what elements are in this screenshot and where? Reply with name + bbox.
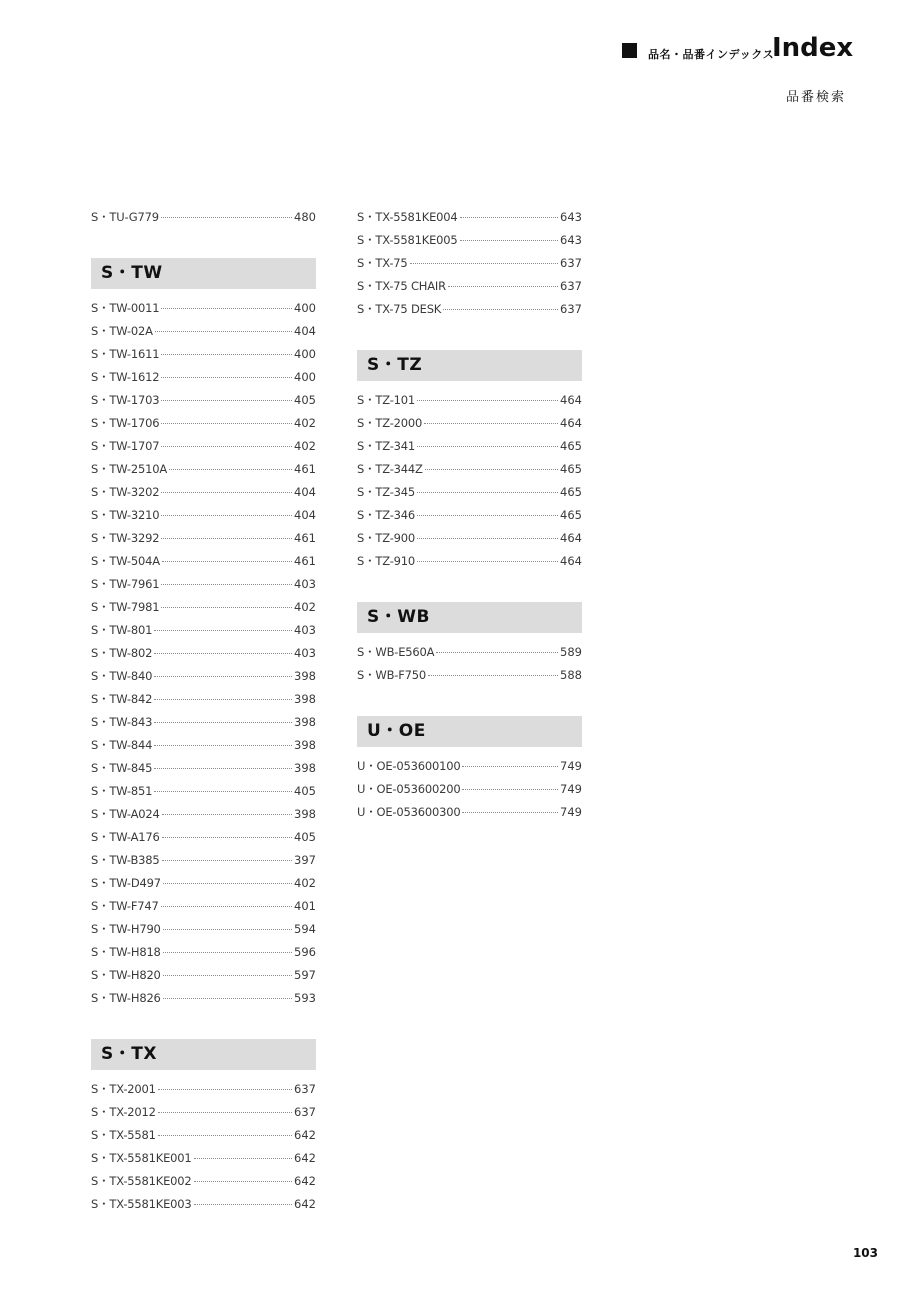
entry-page: 398 [294,692,316,706]
entry-page: 397 [294,853,316,867]
entry-page: 403 [294,623,316,637]
header-subtitle: 品名・品番インデックス [648,48,775,61]
dot-leader [428,675,558,676]
dot-leader [161,538,292,539]
index-entry[interactable] [357,435,582,458]
dot-leader [161,492,292,493]
index-entry[interactable] [357,641,582,664]
dot-leader [417,492,558,493]
entry-code: S・TX-5581KE005 [357,233,458,247]
entry-code: U・OE-053600200 [357,782,461,796]
dot-leader [163,975,292,976]
entry-page: 464 [560,416,582,430]
entry-page: 465 [560,485,582,499]
index-entry[interactable] [91,320,316,343]
dot-leader [162,814,292,815]
entry-code: S・TZ-2000 [357,416,423,430]
entry-page: 637 [560,256,582,270]
entry-page: 643 [560,233,582,247]
dot-leader [161,515,292,516]
entry-code: S・TW-7981 [91,600,160,614]
index-entry[interactable] [91,619,316,642]
index-entry[interactable] [91,803,316,826]
dot-leader [417,538,558,539]
entry-page: 643 [560,210,582,224]
entry-code: S・TZ-900 [357,531,415,545]
dot-leader [194,1181,293,1182]
entry-code: S・TX-75 [357,256,408,270]
dot-leader [161,308,292,309]
entry-code: S・TW-D497 [91,876,161,890]
dot-leader [161,354,292,355]
page-number: 103 [852,1246,878,1260]
dot-leader [155,331,292,332]
entry-page: 642 [294,1174,316,1188]
entry-page: 749 [560,759,582,773]
entry-page: 464 [560,393,582,407]
dot-leader [162,561,292,562]
entry-page: 637 [294,1105,316,1119]
dot-leader [448,286,558,287]
dot-leader [163,952,292,953]
entry-code: U・OE-053600100 [357,759,461,773]
index-entry[interactable] [357,252,582,275]
index-entry[interactable] [357,229,582,252]
entry-code: S・TZ-346 [357,508,415,522]
index-entry[interactable] [357,412,582,435]
index-entry[interactable] [91,1193,316,1216]
entry-code: S・TX-75 CHAIR [357,279,446,293]
index-entry[interactable] [91,1170,316,1193]
index-entry[interactable] [91,895,316,918]
entry-code: U・OE-053600300 [357,805,461,819]
dot-leader [417,515,558,516]
dot-leader [162,860,293,861]
dot-leader [161,217,292,218]
index-entry[interactable] [91,343,316,366]
entry-code: S・TW-3210 [91,508,160,522]
index-entry[interactable] [91,297,316,320]
entry-page: 398 [294,715,316,729]
entry-page: 594 [294,922,316,936]
index-column-2 [357,206,582,824]
dot-leader [158,1112,292,1113]
index-entry[interactable] [357,206,582,229]
index-entry[interactable] [91,412,316,435]
dot-leader [161,584,292,585]
index-entry[interactable] [91,1124,316,1147]
index-entry[interactable] [357,504,582,527]
entry-code: S・TW-843 [91,715,153,729]
entry-page: 637 [560,279,582,293]
index-entry[interactable] [91,481,316,504]
entry-page: 398 [294,807,316,821]
search-label: 品番検索 [785,90,846,105]
entry-page: 401 [294,899,316,913]
dot-leader [161,377,292,378]
entry-code: S・TW-3292 [91,531,160,545]
entry-code: S・TW-1706 [91,416,160,430]
entry-page: 404 [294,485,316,499]
entry-page: 404 [294,324,316,338]
dot-leader [163,883,292,884]
entry-code: S・TW-H790 [91,922,161,936]
index-entry[interactable] [91,573,316,596]
dot-leader [462,789,558,790]
entry-code: S・TW-H826 [91,991,161,1005]
dot-leader [417,561,558,562]
dot-leader [436,652,558,653]
index-entry[interactable] [357,664,582,687]
index-entry[interactable] [91,504,316,527]
index-entry[interactable] [91,458,316,481]
dot-leader [161,446,292,447]
index-entry[interactable] [357,527,582,550]
dot-leader [417,400,558,401]
entry-page: 405 [294,393,316,407]
entry-page: 461 [294,531,316,545]
dot-leader [194,1158,293,1159]
dot-leader [161,607,292,608]
entry-page: 400 [294,370,316,384]
dot-leader [162,837,292,838]
entry-page: 480 [294,210,316,224]
index-entry[interactable] [91,389,316,412]
entry-code: S・TW-845 [91,761,153,775]
dot-leader [462,812,558,813]
index-entry[interactable] [91,688,316,711]
entry-page: 749 [560,805,582,819]
entry-code: S・TX-75 DESK [357,302,442,316]
index-entry[interactable] [91,642,316,665]
entry-page: 398 [294,738,316,752]
entry-page: 464 [560,531,582,545]
entry-code: S・TW-1612 [91,370,160,384]
entry-page: 465 [560,462,582,476]
section-header: S・TZ [357,350,582,381]
dot-leader [154,745,292,746]
index-entry[interactable] [91,527,316,550]
entry-code: S・TW-A176 [91,830,160,844]
entry-code: S・TW-B385 [91,853,160,867]
index-entry[interactable] [357,298,582,321]
entry-page: 402 [294,416,316,430]
index-entry[interactable] [357,801,582,824]
entry-code: S・TX-2012 [91,1105,156,1119]
entry-page: 404 [294,508,316,522]
entry-code: S・TW-3202 [91,485,160,499]
section-header: S・WB [357,602,582,633]
entry-page: 465 [560,439,582,453]
entry-page: 405 [294,830,316,844]
entry-page: 402 [294,600,316,614]
index-entry[interactable] [357,778,582,801]
dot-leader [161,423,292,424]
index-entry[interactable] [91,987,316,1010]
entry-code: S・TW-842 [91,692,153,706]
dot-leader [154,630,292,631]
dot-leader [194,1204,293,1205]
entry-code: S・TZ-341 [357,439,415,453]
dot-leader [154,791,292,792]
dot-leader [161,906,292,907]
entry-code: S・TW-A024 [91,807,160,821]
index-entry[interactable] [91,435,316,458]
dot-leader [154,653,292,654]
dot-leader [443,309,558,310]
index-entry[interactable] [91,849,316,872]
index-entry[interactable] [91,872,316,895]
entry-page: 400 [294,301,316,315]
index-entry[interactable] [91,665,316,688]
entry-page: 403 [294,577,316,591]
index-entry[interactable] [91,941,316,964]
entry-code: S・TZ-101 [357,393,415,407]
entry-code: S・TW-801 [91,623,153,637]
index-entry[interactable] [357,458,582,481]
entry-code: S・TX-5581KE003 [91,1197,192,1211]
entry-page: 464 [560,554,582,568]
entry-code: S・TZ-344Z [357,462,423,476]
index-entry[interactable] [357,755,582,778]
index-entry[interactable] [91,1101,316,1124]
entry-page: 461 [294,554,316,568]
index-entry[interactable] [91,734,316,757]
dot-leader [417,446,558,447]
entry-code: S・TX-5581KE001 [91,1151,192,1165]
entry-page: 405 [294,784,316,798]
dot-leader [462,766,558,767]
entry-code: S・TW-1707 [91,439,160,453]
entry-code: S・TZ-345 [357,485,415,499]
index-entry[interactable] [357,389,582,412]
entry-code: S・TW-844 [91,738,153,752]
entry-code: S・TW-802 [91,646,153,660]
entry-code: S・TU-G779 [91,210,159,224]
entry-code: S・TW-504A [91,554,160,568]
entry-code: S・TZ-910 [357,554,415,568]
entry-page: 597 [294,968,316,982]
entry-code: S・TW-1703 [91,393,160,407]
entry-code: S・TW-H818 [91,945,161,959]
entry-code: S・WB-F750 [357,668,426,682]
index-entry[interactable] [91,918,316,941]
entry-code: S・TX-5581KE004 [357,210,458,224]
index-entry[interactable] [91,826,316,849]
entry-page: 402 [294,876,316,890]
index-entry[interactable] [91,550,316,573]
dot-leader [154,699,292,700]
entry-code: S・TW-0011 [91,301,160,315]
dot-leader [161,400,292,401]
index-entry[interactable] [91,780,316,803]
section-header: S・TX [91,1039,316,1070]
entry-code: S・TW-851 [91,784,153,798]
index-entry[interactable] [91,1147,316,1170]
index-entry[interactable] [357,481,582,504]
entry-page: 749 [560,782,582,796]
section-header: S・TW [91,258,316,289]
entry-code: S・WB-E560A [357,645,435,659]
entry-page: 637 [294,1082,316,1096]
entry-code: S・TW-02A [91,324,153,338]
header-square-mark [622,43,637,58]
entry-code: S・TX-5581 [91,1128,156,1142]
dot-leader [460,217,559,218]
dot-leader [410,263,559,264]
entry-page: 642 [294,1151,316,1165]
index-entry[interactable] [91,206,316,229]
dot-leader [154,676,292,677]
index-entry[interactable] [91,1078,316,1101]
entry-page: 642 [294,1128,316,1142]
dot-leader [154,722,292,723]
header-title: Index [772,33,854,63]
dot-leader [158,1089,292,1090]
index-column-1 [91,206,316,1216]
entry-page: 589 [560,645,582,659]
section-header: U・OE [357,716,582,747]
index-entry[interactable] [91,596,316,619]
dot-leader [154,768,292,769]
entry-page: 596 [294,945,316,959]
entry-code: S・TW-F747 [91,899,159,913]
entry-code: S・TW-1611 [91,347,160,361]
index-entry[interactable] [91,964,316,987]
index-entry[interactable] [357,550,582,573]
index-entry[interactable] [91,711,316,734]
dot-leader [169,469,292,470]
entry-page: 642 [294,1197,316,1211]
index-entry[interactable] [91,366,316,389]
entry-code: S・TW-2510A [91,462,168,476]
entry-page: 588 [560,668,582,682]
dot-leader [460,240,559,241]
entry-code: S・TX-5581KE002 [91,1174,192,1188]
entry-page: 400 [294,347,316,361]
entry-page: 402 [294,439,316,453]
entry-page: 593 [294,991,316,1005]
dot-leader [425,469,558,470]
entry-page: 465 [560,508,582,522]
entry-code: S・TW-H820 [91,968,161,982]
entry-code: S・TW-840 [91,669,153,683]
entry-code: S・TW-7961 [91,577,160,591]
dot-leader [158,1135,292,1136]
entry-page: 398 [294,761,316,775]
entry-page: 398 [294,669,316,683]
entry-page: 461 [294,462,316,476]
entry-page: 637 [560,302,582,316]
entry-page: 403 [294,646,316,660]
index-entry[interactable] [91,757,316,780]
index-entry[interactable] [357,275,582,298]
entry-code: S・TX-2001 [91,1082,156,1096]
dot-leader [424,423,558,424]
dot-leader [163,929,292,930]
dot-leader [163,998,292,999]
